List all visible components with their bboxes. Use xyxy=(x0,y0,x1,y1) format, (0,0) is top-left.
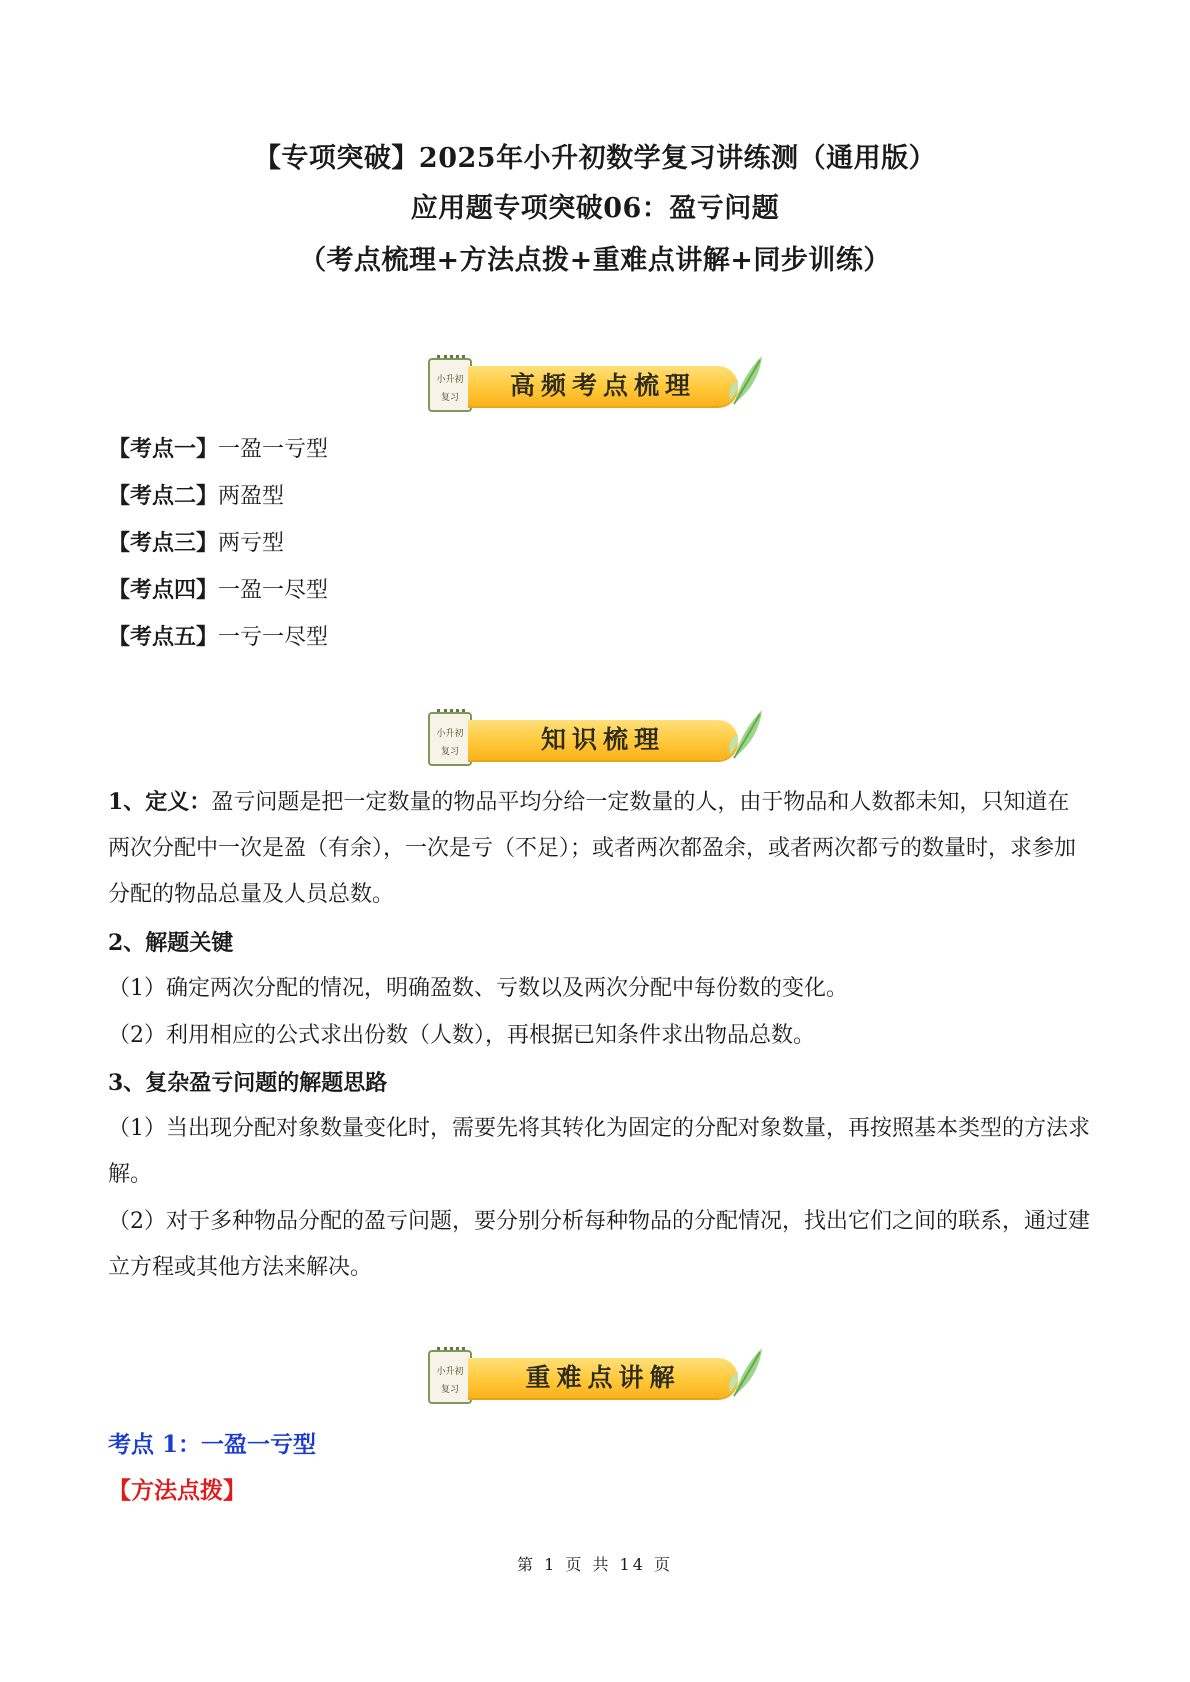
page-footer: 第 1 页 共 14 页 xyxy=(517,1555,673,1574)
leaf-icon xyxy=(726,708,766,762)
kaodian-text: 一亏一尽型 xyxy=(218,625,329,650)
section-badge-bar xyxy=(468,720,738,760)
key-point-2: （2）利用相应的公式求出份数（人数），再根据已知条件求出物品总数。 xyxy=(108,1023,815,1048)
list-item-kaodian-5 xyxy=(108,620,328,651)
list-item-kaodian-3 xyxy=(108,526,284,557)
leaf-icon xyxy=(726,1346,766,1400)
key-heading: 2、解题关键 xyxy=(108,930,234,956)
calendar-icon: 小升初 复习 xyxy=(428,1350,472,1404)
definition-text: 盈亏问题是把一定数量的物品平均分给一定数量的人，由于物品和人数都未知，只知道在两次分配中一次是盈（有余），一次是亏（不足）；或者两次都盈余，或者两次都亏的数量时，求参加分配的物品总量及人员总数。 xyxy=(108,790,1077,907)
calendar-icon: 小升初 复习 xyxy=(428,712,472,766)
kaodian-tag: 【考点一】 xyxy=(108,436,219,462)
list-item-kaodian-1 xyxy=(108,432,328,463)
list-item-kaodian-2 xyxy=(108,479,284,510)
section-heading: 重难点讲解 xyxy=(525,1363,681,1392)
kaodian-text: 一盈一尽型 xyxy=(218,578,329,603)
document-subtitle-scope: （考点梳理+方法点拨+重难点讲解+同步训练） xyxy=(299,245,891,276)
section-heading: 高频考点梳理 xyxy=(509,371,696,400)
method-label: 【方法点拨】 xyxy=(108,1477,246,1504)
complex-heading: 3、复杂盈亏问题的解题思路 xyxy=(108,1070,388,1096)
document-title: 【专项突破】2025年小升初数学复习讲练测（通用版） xyxy=(253,143,937,174)
complex-point-1: （1）当出现分配对象数量变化时，需要先将其转化为固定的分配对象数量，再按照基本类型的方法求解。 xyxy=(108,1116,1091,1187)
kaodian-tag: 【考点五】 xyxy=(108,624,219,650)
kaodian-tag: 【考点二】 xyxy=(108,483,219,509)
section-badge-bar xyxy=(468,366,738,406)
kaodian-text: 两盈型 xyxy=(218,484,285,509)
section-badge-bar xyxy=(468,1358,738,1398)
kaodian-tag: 【考点四】 xyxy=(108,577,219,603)
document-subtitle: 应用题专项突破06：盈亏问题 xyxy=(410,193,780,224)
definition-label: 1、定义： xyxy=(108,789,212,815)
complex-point-2: （2）对于多种物品分配的盈亏问题，要分别分析每种物品的分配情况，找出它们之间的联系，通过建立方程或其他方法来解决。 xyxy=(108,1209,1091,1280)
kaodian-text: 一盈一亏型 xyxy=(218,437,329,462)
kaodian-tag: 【考点三】 xyxy=(108,530,219,556)
section-badge-lecture xyxy=(428,1348,768,1408)
point-title: 考点 1：一盈一亏型 xyxy=(108,1431,317,1458)
key-point-1: （1）确定两次分配的情况，明确盈数、亏数以及两次分配中每份数的变化。 xyxy=(108,976,848,1001)
section-heading: 知识梳理 xyxy=(540,725,665,754)
section-badge-knowledge xyxy=(428,710,768,770)
list-item-kaodian-4 xyxy=(108,573,328,604)
kaodian-text: 两亏型 xyxy=(218,531,285,556)
leaf-icon xyxy=(726,354,766,408)
definition-paragraph xyxy=(108,779,1090,918)
calendar-icon: 小升初 复习 xyxy=(428,358,472,412)
section-badge-high-frequency xyxy=(428,356,768,416)
